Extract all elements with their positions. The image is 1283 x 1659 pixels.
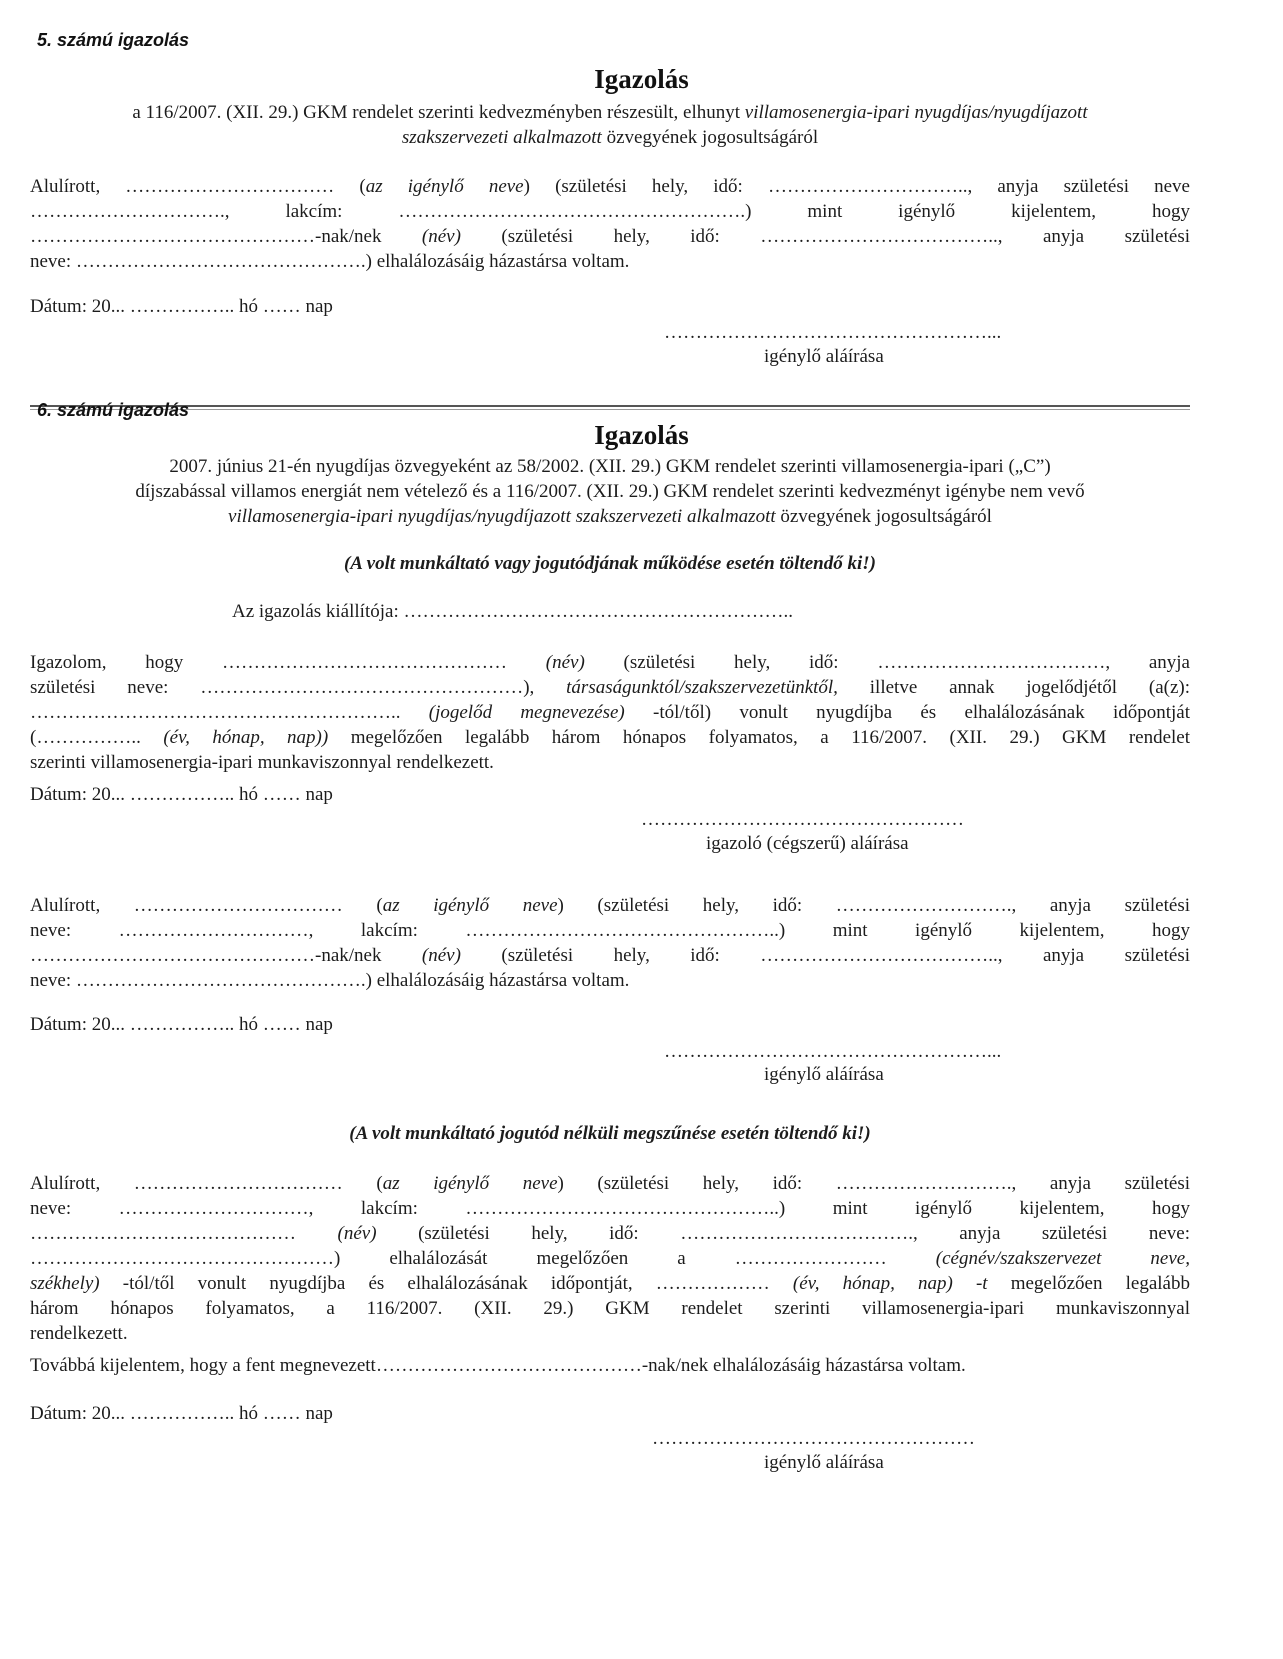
declaration-line: ………………………………………-nak/nek (név) (születési hely, idő: ……………………………….., anyja születési bbox=[30, 226, 1190, 247]
section-5-title: Igazolás bbox=[594, 64, 689, 94]
declaration-line: neve: …………………………, lakcím: …………………………………………..) mint igénylő kijelentem, hogy bbox=[30, 1198, 1190, 1219]
employer-signature-label: igazoló (cégszerű) aláírása bbox=[706, 833, 909, 854]
spouse-statement: Továbbá kijelentem, hogy a fent megnevezett……………………………………-nak/nek elhalálozásáig házastársa voltam. bbox=[30, 1355, 966, 1376]
certification-line: (…………….. (év, hónap, nap)) megelőzően legalább három hónapos folyamatos, a 116/2007. (XII. 29.) GKM rendelet bbox=[30, 727, 1190, 748]
section-5-signature-label: igénylő aláírása bbox=[764, 346, 884, 367]
declaration-line: ………………………………………-nak/nek (név) (születési hely, idő: ……………………………….., anyja születési bbox=[30, 945, 1190, 966]
subtitle-text: a 116/2007. (XII. 29.) GKM rendelet szerinti kedvezményben részesült, elhunyt bbox=[132, 102, 745, 123]
certification-line: szerinti villamosenergia-ipari munkaviszonnyal rendelkezett. bbox=[30, 752, 494, 773]
claimant-signature-line-c: …………………………………………… bbox=[652, 1428, 975, 1449]
subtitle-italic: villamosenergia-ipari nyugdíjas/nyugdíjazott bbox=[744, 102, 1088, 123]
date-line-a: Dátum: 20... …………….. hó …… nap bbox=[30, 784, 333, 805]
section-5-declaration bbox=[30, 174, 1190, 274]
employer-certification bbox=[30, 650, 1190, 775]
date-line-b: Dátum: 20... …………….. hó …… nap bbox=[30, 1014, 333, 1035]
section-divider bbox=[30, 405, 1190, 407]
section-5-label: 5. számú igazolás bbox=[37, 30, 190, 50]
claimant-declaration-a bbox=[30, 893, 1190, 993]
declaration-line: rendelkezett. bbox=[30, 1323, 128, 1344]
date-line-c: Dátum: 20... …………….. hó …… nap bbox=[30, 1403, 333, 1424]
section-5-subtitle-line-2 bbox=[30, 125, 1190, 150]
declaration-line: neve: …………………………, lakcím: …………………………………………..) mint igénylő kijelentem, hogy bbox=[30, 920, 1190, 941]
declaration-line: …………………………………… (név) (születési hely, idő: ………………………………., anyja születési neve: bbox=[30, 1223, 1190, 1244]
section-6-subtitle-line-3: villamosenergia-ipari nyugdíjas/nyugdíjazott szakszervezeti alkalmazott özvegyének jogosultságáról bbox=[228, 506, 992, 527]
claimant-declaration-c bbox=[30, 1171, 1190, 1346]
claimant-signature-label-c: igénylő aláírása bbox=[764, 1452, 884, 1473]
instruction-heading-a: (A volt munkáltató vagy jogutódjának működése esetén töltendő ki!) bbox=[343, 553, 876, 574]
subtitle-italic: szakszervezeti alkalmazott bbox=[401, 127, 602, 148]
section-5-subtitle-line-1 bbox=[30, 100, 1190, 125]
subtitle-text: özvegyének jogosultságáról bbox=[601, 127, 819, 148]
declaration-line: …………………………………………) elhalálozását megelőzően a …………………… (cégnév/szakszervezet neve, bbox=[30, 1248, 1190, 1269]
section-6-label: 6. számú igazolás bbox=[37, 400, 190, 420]
claimant-signature-label-a: igénylő aláírása bbox=[764, 1064, 884, 1085]
section-divider-thin bbox=[30, 409, 1190, 410]
section-6-subtitle-line-2: díjszabással villamos energiát nem vételező és a 116/2007. (XII. 29.) GKM rendelet szerinti kedvezményt igénybe nem vevő bbox=[135, 481, 1085, 502]
declaration-line: Alulírott, …………………………… (az igénylő neve) (születési hely, idő: ………………………….., anyja születési neve bbox=[30, 176, 1190, 197]
declaration-line: neve: ……………………………………….) elhalálozásáig házastársa voltam. bbox=[30, 970, 630, 991]
certification-line: születési neve: ……………………………………………), társaságunktól/szakszervezetünktől, illetve annak jogelődjétől (a(z): bbox=[30, 677, 1190, 698]
declaration-line: …………………………., lakcím: ……………………………………………….) mint igénylő kijelentem, hogy bbox=[30, 201, 1190, 222]
declaration-line: Alulírott, …………………………… (az igénylő neve) (születési hely, idő: ………………………., anyja születési bbox=[30, 1173, 1190, 1194]
section-6-title: Igazolás bbox=[594, 420, 689, 450]
issuer-line: Az igazolás kiállítója: …………………………………………………….. bbox=[232, 601, 793, 622]
employer-signature-line: …………………………………………… bbox=[641, 809, 964, 830]
declaration-line: neve: ……………………………………….) elhalálozásáig házastársa voltam. bbox=[30, 251, 630, 272]
section-5-signature-line: ……………………………………………... bbox=[664, 322, 1002, 343]
claimant-signature-line-a: ……………………………………………... bbox=[664, 1041, 1002, 1062]
section-5-date: Dátum: 20... …………….. hó …… nap bbox=[30, 296, 333, 317]
certification-line: Igazolom, hogy ……………………………………… (név) (születési hely, idő: ………………………………, anyja bbox=[30, 652, 1190, 673]
instruction-heading-c: (A volt munkáltató jogutód nélküli megszűnése esetén töltendő ki!) bbox=[349, 1123, 871, 1144]
declaration-line: Alulírott, …………………………… (az igénylő neve) (születési hely, idő: ………………………., anyja születési bbox=[30, 895, 1190, 916]
section-6-subtitle-line-1: 2007. június 21-én nyugdíjas özvegyeként az 58/2002. (XII. 29.) GKM rendelet szerinti villamosenergia-ipari („C”) bbox=[169, 456, 1051, 477]
certification-line: ………………………………………………….. (jogelőd megnevezése) -tól/től) vonult nyugdíjba és elhalálozásának időpontját bbox=[30, 702, 1190, 723]
declaration-line: három hónapos folyamatos, a 116/2007. (XII. 29.) GKM rendelet szerinti villamosenergia-ipari munkaviszonnyal bbox=[30, 1298, 1190, 1319]
declaration-line: székhely) -tól/től vonult nyugdíjba és elhalálozásának időpontját, ……………… (év, hónap, nap) -t megelőzően legalább bbox=[30, 1273, 1190, 1294]
